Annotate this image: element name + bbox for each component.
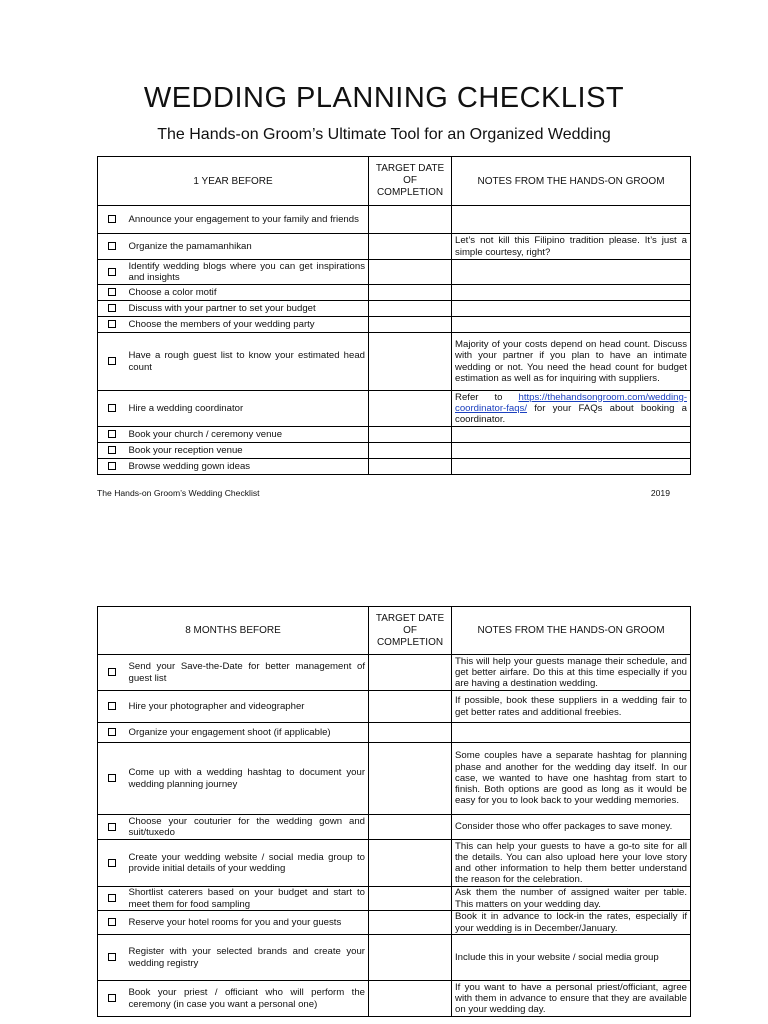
target-date-cell[interactable] bbox=[369, 815, 452, 840]
task-text: Announce your engagement to your family and friends bbox=[126, 206, 369, 234]
target-date-cell[interactable] bbox=[369, 655, 452, 691]
table-row bbox=[98, 691, 691, 723]
section-heading: 8 MONTHS BEFORE bbox=[98, 607, 369, 655]
checkbox[interactable] bbox=[108, 668, 116, 676]
target-date-header: TARGET DATE OF COMPLETION bbox=[369, 157, 452, 206]
table-row bbox=[98, 260, 691, 285]
checkbox-cell[interactable] bbox=[98, 260, 126, 285]
target-date-cell[interactable] bbox=[369, 206, 452, 234]
note-text: Let’s not kill this Filipino tradition please. It’s just a simple courtesy, right? bbox=[452, 234, 691, 260]
checkbox[interactable] bbox=[108, 994, 116, 1002]
target-date-cell[interactable] bbox=[369, 260, 452, 285]
task-text: Discuss with your partner to set your budget bbox=[126, 301, 369, 317]
target-date-cell[interactable] bbox=[369, 459, 452, 475]
checkbox[interactable] bbox=[108, 774, 116, 782]
note-text bbox=[452, 443, 691, 459]
task-text: Send your Save-the-Date for better management of guest list bbox=[126, 655, 369, 691]
target-date-cell[interactable] bbox=[369, 234, 452, 260]
task-text: Hire your photographer and videographer bbox=[126, 691, 369, 723]
checkbox[interactable] bbox=[108, 462, 116, 470]
checkbox-cell[interactable] bbox=[98, 743, 126, 815]
target-date-cell[interactable] bbox=[369, 391, 452, 427]
coordinator-faqs-link[interactable]: https://thehandsongroom.com/wedding-coordinator-faqs/ bbox=[455, 391, 688, 414]
table-row bbox=[98, 427, 691, 443]
checkbox[interactable] bbox=[108, 304, 116, 312]
checklist-table-1-year bbox=[97, 156, 691, 475]
footer-year: 2019 bbox=[650, 488, 670, 498]
checkbox[interactable] bbox=[108, 918, 116, 926]
task-text: Book your church / ceremony venue bbox=[126, 427, 369, 443]
notes-header: NOTES FROM THE HANDS-ON GROOM bbox=[452, 157, 691, 206]
checkbox[interactable] bbox=[108, 404, 116, 412]
checkbox[interactable] bbox=[108, 320, 116, 328]
table-row bbox=[98, 301, 691, 317]
checkbox[interactable] bbox=[108, 242, 116, 250]
note-text: Ask them the number of assigned waiter per table. This matters on your wedding day. bbox=[452, 887, 691, 911]
checkbox-cell[interactable] bbox=[98, 333, 126, 391]
task-text: Come up with a wedding hashtag to document your wedding planning journey bbox=[126, 743, 369, 815]
table-row bbox=[98, 815, 691, 840]
note-suffix: for your FAQs about booking a coordinator. bbox=[455, 402, 688, 426]
task-text: Choose a color motif bbox=[126, 285, 369, 301]
checkbox[interactable] bbox=[108, 728, 116, 736]
table-row bbox=[98, 333, 691, 391]
target-date-cell[interactable] bbox=[369, 443, 452, 459]
checkbox-cell[interactable] bbox=[98, 443, 126, 459]
note-text bbox=[452, 723, 691, 743]
table-row bbox=[98, 655, 691, 691]
note-text: Include this in your website / social media group bbox=[452, 935, 691, 981]
checkbox-cell[interactable] bbox=[98, 655, 126, 691]
checkbox-cell[interactable] bbox=[98, 206, 126, 234]
note-text: Some couples have a separate hashtag for planning phase and another for the wedding day itself. In our case, we wanted to have one hashtag from start to finish. Both options are good as long as it would be easy for you to look back to your wedding memories. bbox=[452, 743, 691, 815]
table-row bbox=[98, 285, 691, 301]
target-date-cell[interactable] bbox=[369, 301, 452, 317]
target-date-cell[interactable] bbox=[369, 743, 452, 815]
table-header-row bbox=[98, 607, 691, 655]
note-text: If possible, book these suppliers in a wedding fair to get better rates and additional freebies. bbox=[452, 691, 691, 723]
note-text: This can help your guests to have a go-to site for all the details. You can also upload here your love story and other information to help them better understand the reason for the celebration. bbox=[452, 840, 691, 887]
notes-header: NOTES FROM THE HANDS-ON GROOM bbox=[452, 607, 691, 655]
checkbox-cell[interactable] bbox=[98, 427, 126, 443]
note-text bbox=[452, 285, 691, 301]
table-header-row bbox=[98, 157, 691, 206]
checkbox-cell[interactable] bbox=[98, 981, 126, 1017]
task-text: Identify wedding blogs where you can get inspirations and insights bbox=[126, 260, 369, 285]
task-text: Choose your couturier for the wedding gown and suit/tuxedo bbox=[126, 815, 369, 840]
checkbox-cell[interactable] bbox=[98, 935, 126, 981]
checkbox[interactable] bbox=[108, 288, 116, 296]
checkbox-cell[interactable] bbox=[98, 285, 126, 301]
target-date-cell[interactable] bbox=[369, 285, 452, 301]
target-date-cell[interactable] bbox=[369, 317, 452, 333]
target-date-cell[interactable] bbox=[369, 691, 452, 723]
checkbox-cell[interactable] bbox=[98, 911, 126, 935]
note-text bbox=[452, 317, 691, 333]
target-date-header: TARGET DATE OF COMPLETION bbox=[369, 607, 452, 655]
checkbox-cell[interactable] bbox=[98, 301, 126, 317]
checkbox-cell[interactable] bbox=[98, 691, 126, 723]
task-text: Shortlist caterers based on your budget and start to meet them for food sampling bbox=[126, 887, 369, 911]
table-row bbox=[98, 443, 691, 459]
checkbox-cell[interactable] bbox=[98, 815, 126, 840]
note-text: Majority of your costs depend on head count. Discuss with your partner if you plan to have an intimate wedding or not. You need the head count for budget estimation as well as for inquiring with suppliers. bbox=[452, 333, 691, 391]
checkbox-cell[interactable] bbox=[98, 723, 126, 743]
checkbox[interactable] bbox=[108, 859, 116, 867]
checkbox[interactable] bbox=[108, 702, 116, 710]
footer-left-text: The Hands-on Groom’s Wedding Checklist bbox=[97, 488, 260, 498]
task-text: Browse wedding gown ideas bbox=[126, 459, 369, 475]
target-date-cell[interactable] bbox=[369, 333, 452, 391]
note-text: Book it in advance to lock-in the rates, especially if your wedding is in December/January. bbox=[452, 911, 691, 935]
note-text bbox=[452, 301, 691, 317]
checkbox[interactable] bbox=[108, 430, 116, 438]
note-text bbox=[452, 459, 691, 475]
checkbox[interactable] bbox=[108, 953, 116, 961]
table-row bbox=[98, 234, 691, 260]
table-row bbox=[98, 840, 691, 887]
task-text: Register with your selected brands and create your wedding registry bbox=[126, 935, 369, 981]
table-row bbox=[98, 911, 691, 935]
note-text bbox=[452, 427, 691, 443]
checkbox[interactable] bbox=[108, 215, 116, 223]
checkbox-cell[interactable] bbox=[98, 317, 126, 333]
target-date-cell[interactable] bbox=[369, 887, 452, 911]
task-text: Choose the members of your wedding party bbox=[126, 317, 369, 333]
note-text: Consider those who offer packages to save money. bbox=[452, 815, 691, 840]
checkbox-cell[interactable] bbox=[98, 234, 126, 260]
page-footer bbox=[97, 488, 670, 498]
table-row bbox=[98, 317, 691, 333]
task-text: Organize your engagement shoot (if applicable) bbox=[126, 723, 369, 743]
table-row bbox=[98, 723, 691, 743]
page-title: WEDDING PLANNING CHECKLIST bbox=[143, 82, 625, 114]
target-date-cell[interactable] bbox=[369, 840, 452, 887]
section-heading: 1 YEAR BEFORE bbox=[98, 157, 369, 206]
target-date-cell[interactable] bbox=[369, 723, 452, 743]
table-row bbox=[98, 206, 691, 234]
checkbox[interactable] bbox=[108, 823, 116, 831]
checkbox[interactable] bbox=[108, 268, 116, 276]
table-row bbox=[98, 935, 691, 981]
note-text bbox=[452, 260, 691, 285]
table-row bbox=[98, 743, 691, 815]
checkbox[interactable] bbox=[108, 894, 116, 902]
note-text bbox=[452, 391, 691, 427]
task-text: Hire a wedding coordinator bbox=[126, 391, 369, 427]
task-text: Book your priest / officiant who will perform the ceremony (in case you want a personal one) bbox=[126, 981, 369, 1017]
target-date-cell[interactable] bbox=[369, 981, 452, 1017]
note-text bbox=[452, 206, 691, 234]
page-subtitle: The Hands-on Groom’s Ultimate Tool for an Organized Wedding bbox=[157, 126, 611, 143]
checkbox-cell[interactable] bbox=[98, 840, 126, 887]
target-date-cell[interactable] bbox=[369, 427, 452, 443]
table-row bbox=[98, 887, 691, 911]
checkbox-cell[interactable] bbox=[98, 391, 126, 427]
checkbox[interactable] bbox=[108, 446, 116, 454]
task-text: Organize the pamamanhikan bbox=[126, 234, 369, 260]
note-text: This will help your guests manage their schedule, and get better airfare. Do this at this time especially if you are having a destination wedding. bbox=[452, 655, 691, 691]
target-date-cell[interactable] bbox=[369, 911, 452, 935]
task-text: Reserve your hotel rooms for you and your guests bbox=[126, 911, 369, 935]
note-text: If you want to have a personal priest/officiant, agree with them in advance to ensure that they are available on your wedding day. bbox=[452, 981, 691, 1017]
checkbox[interactable] bbox=[108, 357, 116, 365]
checkbox-cell[interactable] bbox=[98, 459, 126, 475]
table-row bbox=[98, 459, 691, 475]
checkbox-cell[interactable] bbox=[98, 887, 126, 911]
table-row bbox=[98, 981, 691, 1017]
table-row bbox=[98, 391, 691, 427]
task-text: Book your reception venue bbox=[126, 443, 369, 459]
checklist-table-8-months bbox=[97, 606, 691, 1017]
note-prefix: Refer to bbox=[455, 391, 519, 403]
task-text: Create your wedding website / social media group to provide initial details of your wedding bbox=[126, 840, 369, 887]
target-date-cell[interactable] bbox=[369, 935, 452, 981]
task-text: Have a rough guest list to know your estimated head count bbox=[126, 333, 369, 391]
